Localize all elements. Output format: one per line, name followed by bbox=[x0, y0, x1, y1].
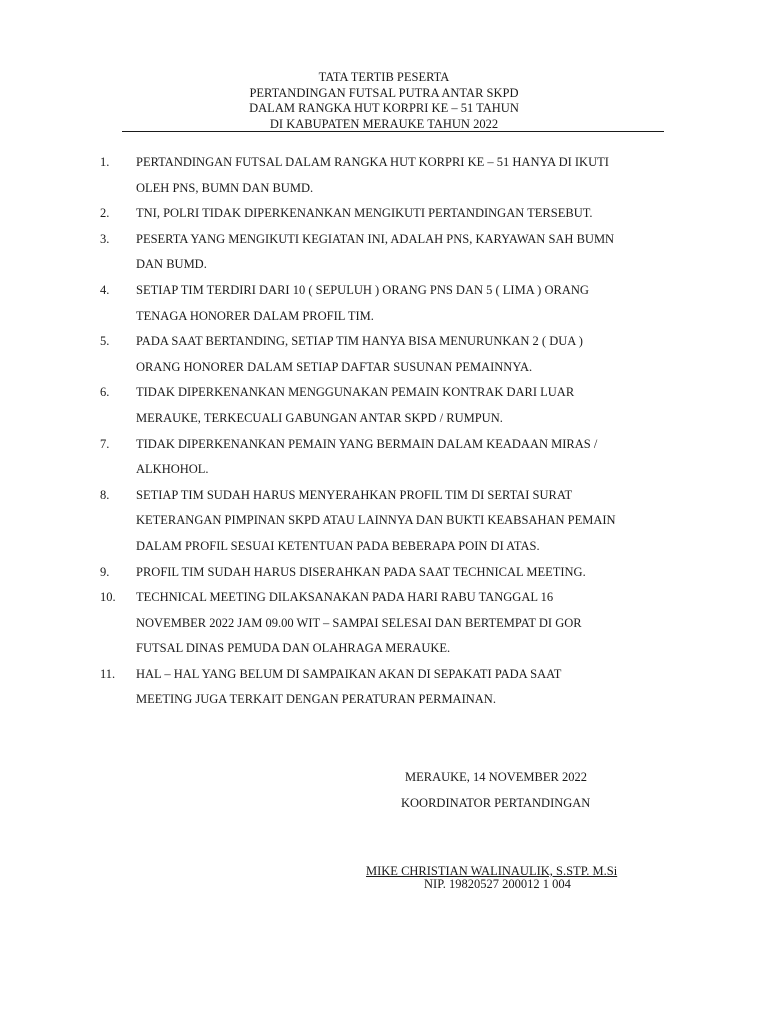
rule-item bbox=[0, 380, 768, 431]
rule-item bbox=[0, 432, 768, 483]
rule-item bbox=[0, 483, 768, 560]
rule-text-line: MEETING JUGA TERKAIT DENGAN PERATURAN PERMAINAN. bbox=[136, 692, 496, 707]
rule-text-line: TIDAK DIPERKENANKAN PEMAIN YANG BERMAIN DALAM KEADAAN MIRAS / bbox=[136, 436, 598, 451]
header-subtitle-occasion: DALAM RANGKA HUT KORPRI KE – 51 TAHUN bbox=[249, 101, 519, 115]
header-title: TATA TERTIB PESERTA bbox=[318, 70, 450, 84]
rule-item bbox=[0, 150, 768, 201]
rule-text bbox=[136, 483, 696, 560]
rule-text-line: TECHNICAL MEETING DILAKSANAKAN PADA HARI RABU TANGGAL 16 bbox=[136, 590, 554, 605]
rule-text bbox=[136, 662, 696, 713]
rule-text-line: DAN BUMD. bbox=[136, 257, 207, 272]
rule-text-line: SETIAP TIM SUDAH HARUS MENYERAHKAN PROFIL TIM DI SERTAI SURAT bbox=[136, 487, 573, 502]
rule-item bbox=[0, 662, 768, 713]
signature-place-date: MERAUKE, 14 NOVEMBER 2022 bbox=[405, 770, 587, 784]
rule-item bbox=[0, 201, 768, 227]
header-divider bbox=[122, 131, 664, 132]
rule-text bbox=[136, 585, 696, 662]
rule-number: 8. bbox=[100, 487, 110, 502]
rule-text-line: TNI, POLRI TIDAK DIPERKENANKAN MENGIKUTI PERTANDINGAN TERSEBUT. bbox=[136, 206, 593, 221]
rule-number: 5. bbox=[100, 334, 110, 349]
header-subtitle-location: DI KABUPATEN MERAUKE TAHUN 2022 bbox=[269, 116, 499, 131]
rule-text-line: DALAM PROFIL SESUAI KETENTUAN PADA BEBERAPA POIN DI ATAS. bbox=[136, 538, 540, 553]
rule-text-line: TIDAK DIPERKENANKAN MENGGUNAKAN PEMAIN KONTRAK DARI LUAR bbox=[136, 385, 575, 400]
rule-text bbox=[136, 329, 696, 380]
rule-text bbox=[136, 432, 696, 483]
rule-number: 2. bbox=[100, 206, 110, 221]
rule-text-line: PROFIL TIM SUDAH HARUS DISERAHKAN PADA SAAT TECHNICAL MEETING. bbox=[136, 564, 586, 579]
rule-text-line: TENAGA HONORER DALAM PROFIL TIM. bbox=[136, 308, 374, 323]
rule-text bbox=[136, 560, 696, 586]
header-subtitle-event: PERTANDINGAN FUTSAL PUTRA ANTAR SKPD bbox=[249, 85, 519, 100]
rule-text-line: OLEH PNS, BUMN DAN BUMD. bbox=[136, 180, 314, 195]
rule-number: 10. bbox=[100, 590, 116, 605]
rule-item bbox=[0, 227, 768, 278]
rule-text-line: SETIAP TIM TERDIRI DARI 10 ( SEPULUH ) ORANG PNS DAN 5 ( LIMA ) ORANG bbox=[136, 282, 589, 297]
rule-text bbox=[136, 201, 696, 227]
rule-number: 11. bbox=[100, 666, 116, 681]
rule-text-line: ALKHOHOL. bbox=[136, 462, 209, 477]
rule-text-line: KETERANGAN PIMPINAN SKPD ATAU LAINNYA DAN BUKTI KEABSAHAN PEMAIN bbox=[136, 513, 616, 528]
signer-nip: NIP. 19820527 200012 1 004 bbox=[424, 877, 571, 891]
rule-item bbox=[0, 560, 768, 586]
rule-text-line: NOVEMBER 2022 JAM 09.00 WIT – SAMPAI SELESAI DAN BERTEMPAT DI GOR bbox=[136, 615, 582, 630]
rule-text bbox=[136, 150, 696, 201]
rule-item bbox=[0, 278, 768, 329]
rule-number: 4. bbox=[100, 282, 110, 297]
rule-item bbox=[0, 585, 768, 662]
rule-text bbox=[136, 227, 696, 278]
rule-text-line: HAL – HAL YANG BELUM DI SAMPAIKAN AKAN DI SEPAKATI PADA SAAT bbox=[136, 666, 562, 681]
signature-role: KOORDINATOR PERTANDINGAN bbox=[401, 796, 591, 810]
rule-number: 9. bbox=[100, 564, 110, 579]
document-header bbox=[0, 70, 768, 132]
signer-name: MIKE CHRISTIAN WALINAULIK, S.STP. M.Si bbox=[366, 864, 618, 878]
rule-text-line: MERAUKE, TERKECUALI GABUNGAN ANTAR SKPD / RUMPUN. bbox=[136, 410, 503, 425]
rule-item bbox=[0, 329, 768, 380]
rule-number: 1. bbox=[100, 155, 110, 169]
rule-text-line: ORANG HONORER DALAM SETIAP DAFTAR SUSUNAN PEMAINNYA. bbox=[136, 359, 533, 374]
rule-text-line: PERTANDINGAN FUTSAL DALAM RANGKA HUT KORPRI KE – 51 HANYA DI IKUTI bbox=[136, 155, 609, 169]
rule-number: 7. bbox=[100, 436, 110, 451]
rule-text-line: PADA SAAT BERTANDING, SETIAP TIM HANYA BISA MENURUNKAN 2 ( DUA ) bbox=[136, 334, 583, 349]
rules-list bbox=[0, 150, 768, 713]
rule-number: 6. bbox=[100, 385, 110, 400]
rule-text-line: FUTSAL DINAS PEMUDA DAN OLAHRAGA MERAUKE. bbox=[136, 641, 451, 656]
rule-text bbox=[136, 380, 696, 431]
rule-number: 3. bbox=[100, 231, 110, 246]
rule-text bbox=[136, 278, 696, 329]
rule-text-line: PESERTA YANG MENGIKUTI KEGIATAN INI, ADALAH PNS, KARYAWAN SAH BUMN bbox=[136, 231, 615, 246]
